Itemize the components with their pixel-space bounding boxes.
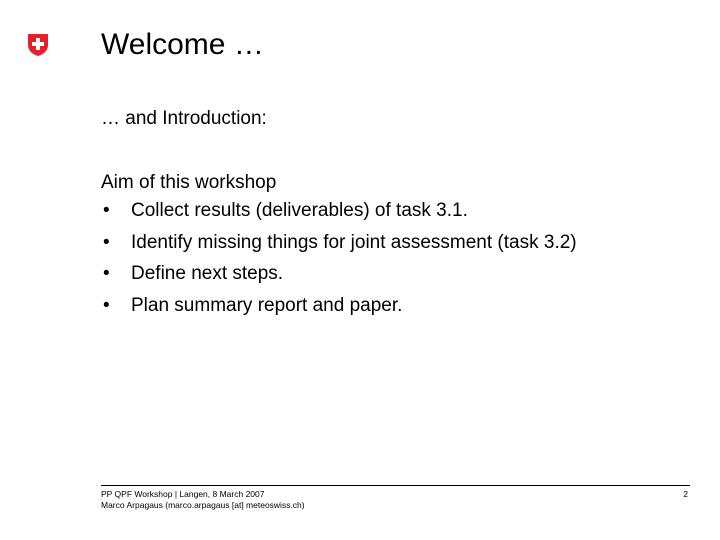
bullet-marker: • [103, 263, 110, 284]
slide-title: Welcome … [101, 28, 264, 61]
bullet-text: Define next steps. [131, 263, 284, 284]
list-item [101, 295, 577, 327]
bullet-text: Collect results (deliverables) of task 3.1. [131, 200, 468, 221]
bullet-marker: • [103, 231, 110, 253]
footer [101, 489, 305, 511]
page-number: 2 [683, 489, 688, 499]
footer-author-line: Marco Arpagaus (marco.arpagaus [at] meteoswiss.ch) [101, 500, 305, 510]
bullet-marker: • [103, 294, 110, 316]
swiss-shield-icon [27, 33, 49, 57]
list-item [101, 263, 577, 295]
footer-event-line: PP QPF Workshop | Langen, 8 March 2007 [101, 489, 265, 499]
list-item [101, 232, 577, 264]
aim-heading: Aim of this workshop [101, 172, 277, 193]
bullet-marker: • [103, 200, 110, 221]
list-item [101, 200, 577, 232]
bullet-text: Identify missing things for joint assessment (task 3.2) [131, 231, 577, 253]
footer-divider [101, 485, 690, 486]
aim-bullet-list [101, 200, 577, 326]
bullet-text: Plan summary report and paper. [131, 294, 403, 316]
intro-text: … and Introduction: [101, 108, 267, 129]
